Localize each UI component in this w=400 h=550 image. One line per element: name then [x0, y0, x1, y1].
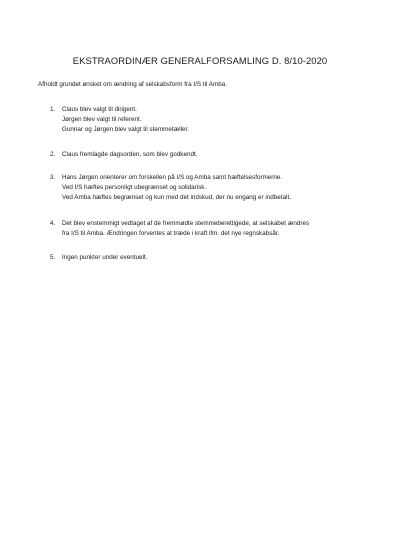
item-line: Jørgen blev valgt til referent. [62, 116, 142, 124]
item-number: 4. [50, 220, 56, 227]
item-body [62, 219, 368, 239]
item-line: fra I/S til Amba. Ændringen forventes at træde i kraft ifm. det nye regnskabsår. [62, 230, 280, 238]
item-line: Claus blev valgt til dirigent. [62, 106, 137, 113]
item-line: Ingen punkter under eventuelt. [62, 254, 148, 261]
item-number: 1. [50, 106, 56, 113]
item-body [62, 150, 368, 160]
item-line: Gunnar og Jørgen blev valgt til stemmetæller. [62, 126, 190, 134]
item-number: 3. [50, 174, 56, 181]
item-body [62, 105, 368, 136]
item-number: 5. [50, 254, 56, 261]
document-title: EKSTRAORDINÆR GENERALFORSAMLING D. 8/10-2020 [72, 55, 328, 66]
item-number: 2. [50, 151, 56, 158]
intro-text: Afholdt grundet ønsket om ændring af selskabsform fra I/S til Amba. [38, 81, 227, 88]
item-body [62, 253, 368, 263]
item-line: Claus fremlagde dagsorden, som blev godkendt. [62, 151, 198, 158]
item-line: Ved Amba hæftes begrænset og kun med det indskud, der nu engang er indbetalt. [62, 194, 291, 202]
item-line: Ved I/S hæftes personligt ubegrænset og solidarisk. [62, 184, 207, 192]
item-body [62, 173, 368, 204]
item-line: Hans Jørgen orienterer om forskellen på I/S og Amba samt hæftelsesformerne. [62, 174, 283, 181]
item-line: Det blev enstemmigt vedtaget af de fremmødte stemmeberettigede, at selskabet ændres [62, 220, 310, 227]
